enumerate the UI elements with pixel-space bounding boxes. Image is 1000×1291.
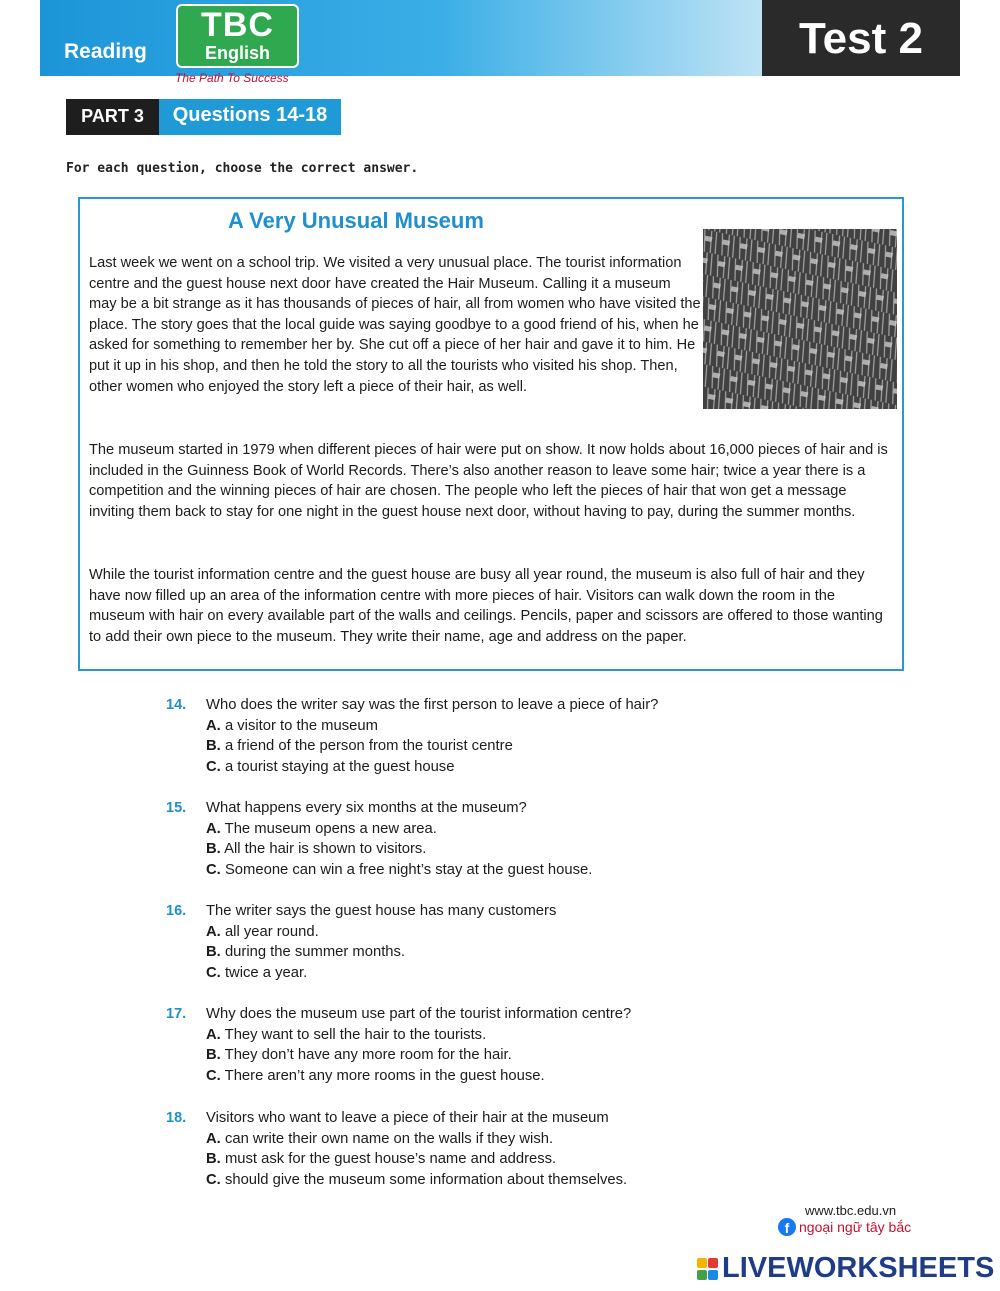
facebook-link[interactable]	[778, 1218, 911, 1236]
question-number: 18.	[166, 1110, 187, 1126]
answer-option[interactable]	[206, 944, 405, 960]
questions-range-box	[159, 99, 341, 135]
answer-option[interactable]	[206, 965, 307, 981]
logo-line-2: English	[204, 43, 270, 63]
option-text: twice a year.	[224, 965, 308, 982]
option-text: all year round.	[224, 923, 319, 940]
liveworksheets-logo-icon	[697, 1258, 719, 1282]
answer-option[interactable]	[206, 924, 319, 940]
answer-option[interactable]	[206, 821, 437, 837]
article-paragraph-1: Last week we went on a school trip. We visited a very unusual place. The tourist information centre and the guest house next door have created the Hair Museum. Calling it a museum may be a bit strange as it has thousands of pieces of hair, all from women who have visited the place. The story goes that the local guide was saying goodbye to a good friend of his, when he asked for something to remember her by. She cut off a piece of her hair and gave it to him. He put it up in his shop, and then he told the story to all the tourists who visited his shop. Then, other women who enjoyed the story left a piece of their hair, as well.	[89, 255, 701, 395]
question-number: 17.	[166, 1006, 187, 1022]
hair-museum-photo	[703, 229, 897, 409]
option-text: should give the museum some information about themselves.	[224, 1172, 628, 1189]
option-text: a friend of the person from the tourist centre	[224, 738, 513, 755]
option-letter: B.	[206, 1047, 221, 1064]
test-title-box	[762, 0, 960, 76]
option-text: They want to sell the hair to the tourists.	[224, 1026, 487, 1043]
test-title: Test 2	[799, 14, 923, 63]
option-letter: C.	[206, 965, 221, 982]
question-text: The writer says the guest house has many customers	[206, 903, 557, 919]
option-text: There aren’t any more rooms in the guest house.	[224, 1068, 545, 1085]
option-letter: C.	[206, 1068, 221, 1085]
option-text: must ask for the guest house’s name and address.	[224, 1151, 557, 1168]
answer-option[interactable]	[206, 718, 378, 734]
answer-option[interactable]	[206, 841, 426, 857]
option-letter: C.	[206, 759, 221, 776]
answer-option[interactable]	[206, 1172, 627, 1188]
article-paragraph-3: While the tourist information centre and the guest house are busy all year round, the museum is also full of hair and they have now filled up an area of the information centre with more pieces of hair. Visitors can walk down the room in the museum with hair on every available part of the walls and ceilings. Pencils, paper and scissors are offered to those wanting to add their own piece to the museum. They write their name, age and address on the paper.	[89, 567, 883, 645]
option-letter: A.	[206, 820, 221, 837]
option-letter: B.	[206, 841, 221, 858]
liveworksheets-watermark: LIVEWORKSHEETS	[722, 1252, 995, 1284]
option-letter: B.	[206, 944, 221, 961]
answer-option[interactable]	[206, 1131, 553, 1147]
option-letter: C.	[206, 1172, 221, 1189]
tbc-logo	[176, 4, 299, 68]
option-text: can write their own name on the walls if they wish.	[224, 1130, 554, 1147]
logo-line-1: TBC	[201, 6, 274, 44]
question-text: Visitors who want to leave a piece of their hair at the museum	[206, 1110, 609, 1126]
instruction-text: For each question, choose the correct answer.	[66, 161, 419, 176]
header-band	[40, 0, 765, 76]
option-letter: A.	[206, 1130, 221, 1147]
logo-tagline: The Path To Success	[175, 71, 289, 85]
option-letter: C.	[206, 862, 221, 879]
website-url[interactable]: www.tbc.edu.vn	[805, 1203, 897, 1218]
question-number: 16.	[166, 903, 187, 919]
questions-range: Questions 14-18	[172, 104, 328, 126]
question-text: Why does the museum use part of the tourist information centre?	[206, 1006, 632, 1022]
option-letter: B.	[206, 738, 221, 755]
option-letter: A.	[206, 1026, 221, 1043]
facebook-page-name: ngoại ngữ tây bắc	[799, 1219, 912, 1235]
option-text: during the summer months.	[224, 944, 406, 961]
question-text: Who does the writer say was the first person to leave a piece of hair?	[206, 697, 659, 713]
question-text: What happens every six months at the museum?	[206, 800, 527, 816]
facebook-icon: f	[778, 1218, 796, 1236]
option-letter: A.	[206, 717, 221, 734]
answer-option[interactable]	[206, 1027, 486, 1043]
answer-option[interactable]	[206, 1047, 512, 1063]
question-number: 15.	[166, 800, 187, 816]
question-number: 14.	[166, 697, 187, 713]
article-title: A Very Unusual Museum	[228, 208, 484, 233]
answer-option[interactable]	[206, 1068, 545, 1084]
answer-option[interactable]	[206, 738, 513, 754]
option-text: The museum opens a new area.	[224, 820, 437, 837]
part-label-box	[66, 99, 159, 135]
option-letter: B.	[206, 1151, 221, 1168]
section-label: Reading	[64, 40, 147, 63]
article-paragraph-2: The museum started in 1979 when different pieces of hair were put on show. It now holds about 16,000 pieces of hair and is included in the Guinness Book of World Records. There’s also another reason to leave some hair; twice a year there is a competition and the winning pieces of hair are chosen. The people who left the pieces of hair that won get a message inviting them back to stay for one night in the guest house next door, without having to pay, during the summer months.	[89, 442, 888, 520]
part-label: PART 3	[81, 106, 144, 126]
option-letter: A.	[206, 923, 221, 940]
answer-option[interactable]	[206, 1151, 556, 1167]
option-text: All the hair is shown to visitors.	[224, 841, 427, 858]
hair-texture-image	[703, 229, 897, 409]
option-text: a tourist staying at the guest house	[224, 759, 455, 776]
option-text: Someone can win a free night’s stay at the guest house.	[224, 862, 593, 879]
answer-option[interactable]	[206, 759, 454, 775]
option-text: a visitor to the museum	[224, 717, 378, 734]
option-text: They don’t have any more room for the hair.	[224, 1047, 512, 1064]
answer-option[interactable]	[206, 862, 592, 878]
